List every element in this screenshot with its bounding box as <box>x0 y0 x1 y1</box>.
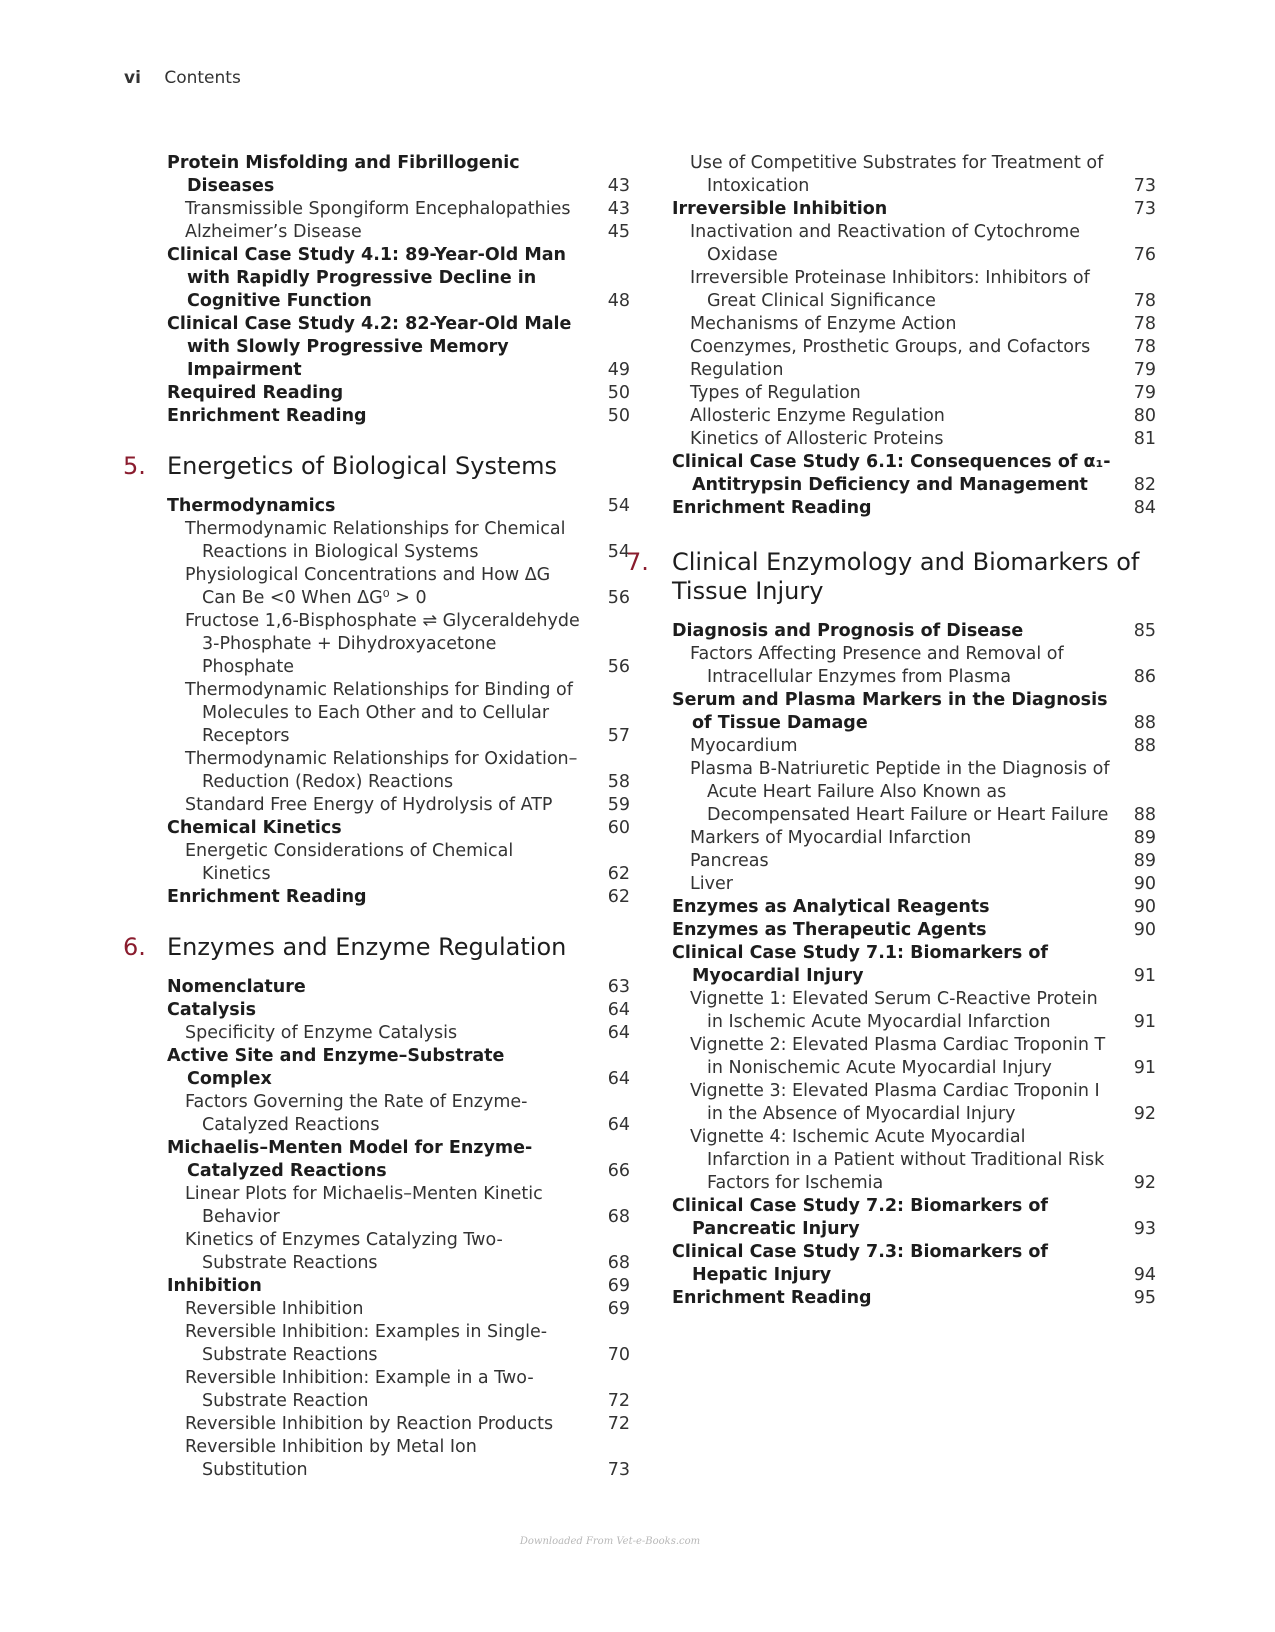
toc-subsection-entry[interactable] <box>690 827 1156 850</box>
entry-page-number: 60 <box>607 818 630 838</box>
entry-title: Clinical Case Study 7.2: Biomarkers of Pancreatic Injury <box>672 1196 1048 1239</box>
toc-subsection-entry[interactable] <box>185 840 630 886</box>
toc-section-entry[interactable] <box>672 919 1156 942</box>
entry-page-number: 89 <box>1133 851 1156 871</box>
entry-page-number: 88 <box>1133 713 1156 733</box>
entry-title: Markers of Myocardial Infarction <box>690 828 972 848</box>
entry-page-number: 90 <box>1133 874 1156 894</box>
entry-page-number: 64 <box>607 1000 630 1020</box>
entry-title: Enrichment Reading <box>672 1288 872 1308</box>
entry-title: Myocardium <box>690 736 798 756</box>
entry-title: Active Site and Enzyme–Substrate Complex <box>167 1046 505 1089</box>
chapter-title: Energetics of Biological Systems <box>167 452 558 480</box>
entry-title: Coenzymes, Prosthetic Groups, and Cofactors <box>690 337 1091 357</box>
toc-section-entry[interactable] <box>672 198 1156 221</box>
chapter-heading <box>118 933 630 962</box>
entry-page-number: 88 <box>1133 736 1156 756</box>
entry-title: Michaelis–Menten Model for Enzyme-Catalyzed Reactions <box>167 1138 533 1181</box>
toc-subsection-entry[interactable] <box>185 221 630 244</box>
entry-title: Thermodynamic Relationships for Oxidation–Reduction (Redox) Reactions <box>185 749 578 792</box>
chapter-number: 7. <box>626 548 649 576</box>
entry-title: Thermodynamic Relationships for Binding of Molecules to Each Other and to Cellular Receptors <box>185 680 573 746</box>
toc-section-entry[interactable] <box>672 896 1156 919</box>
entry-page-number: 81 <box>1133 429 1156 449</box>
toc-section-entry[interactable] <box>167 495 630 518</box>
chapter-number: 5. <box>123 452 146 480</box>
entry-page-number: 63 <box>607 977 630 997</box>
entry-title: Enrichment Reading <box>672 498 872 518</box>
toc-subsection-entry[interactable] <box>185 1436 630 1482</box>
entry-page-number: 64 <box>607 1023 630 1043</box>
toc-subsection-entry[interactable] <box>185 1183 630 1229</box>
entry-page-number: 58 <box>607 772 630 792</box>
entry-title: Fructose 1,6-Bisphosphate ⇌ Glyceraldehyde 3-Phosphate + Dihydroxyacetone Phosphate <box>185 611 580 677</box>
entry-page-number: 64 <box>607 1115 630 1135</box>
entry-page-number: 92 <box>1133 1104 1156 1124</box>
entry-title: Transmissible Spongiform Encephalopathies <box>185 199 571 219</box>
entry-page-number: 50 <box>607 406 630 426</box>
entry-page-number: 73 <box>1133 176 1156 196</box>
entry-title: Inactivation and Reactivation of Cytochrome Oxidase <box>690 222 1080 265</box>
toc-subsection-entry[interactable] <box>185 610 630 679</box>
entry-page-number: 80 <box>1133 406 1156 426</box>
toc-subsection-entry[interactable] <box>690 643 1156 689</box>
entry-title: Chemical Kinetics <box>167 818 342 838</box>
toc-subsection-entry[interactable] <box>690 850 1156 873</box>
entry-title: Inhibition <box>167 1276 262 1296</box>
entry-title: Reversible Inhibition <box>185 1299 364 1319</box>
entry-page-number: 54 <box>607 496 630 516</box>
entry-title: Nomenclature <box>167 977 306 997</box>
toc-section-entry[interactable] <box>167 976 630 999</box>
entry-page-number: 85 <box>1133 621 1156 641</box>
entry-title: Vignette 3: Elevated Plasma Cardiac Troponin I in the Absence of Myocardial Injury <box>690 1081 1100 1124</box>
entry-page-number: 90 <box>1133 897 1156 917</box>
toc-section-entry[interactable] <box>167 886 630 909</box>
entry-page-number: 59 <box>607 795 630 815</box>
toc-subsection-entry[interactable] <box>690 988 1156 1034</box>
chapter-heading <box>118 452 630 481</box>
entry-page-number: 64 <box>607 1069 630 1089</box>
toc-subsection-entry[interactable] <box>185 1229 630 1275</box>
entry-page-number: 48 <box>607 291 630 311</box>
toc-section-entry[interactable] <box>167 1137 630 1183</box>
entry-page-number: 79 <box>1133 383 1156 403</box>
entry-title: Enzymes as Therapeutic Agents <box>672 920 987 940</box>
entry-page-number: 72 <box>607 1391 630 1411</box>
entry-page-number: 89 <box>1133 828 1156 848</box>
entry-title: Clinical Case Study 7.3: Biomarkers of Hepatic Injury <box>672 1242 1048 1285</box>
entry-page-number: 91 <box>1133 966 1156 986</box>
toc-subsection-entry[interactable] <box>690 873 1156 896</box>
entry-page-number: 82 <box>1133 475 1156 495</box>
entry-title: Vignette 1: Elevated Serum C-Reactive Protein in Ischemic Acute Myocardial Infarction <box>690 989 1098 1032</box>
toc-subsection-entry[interactable] <box>185 1298 630 1321</box>
entry-page-number: 45 <box>607 222 630 242</box>
entry-title: Factors Affecting Presence and Removal of Intracellular Enzymes from Plasma <box>690 644 1064 687</box>
toc-subsection-entry[interactable] <box>690 405 1156 428</box>
chapter-title: Enzymes and Enzyme Regulation <box>167 933 567 961</box>
toc-subsection-entry[interactable] <box>185 794 630 817</box>
entry-title: Reversible Inhibition: Example in a Two-Substrate Reaction <box>185 1368 534 1411</box>
toc-section-entry[interactable] <box>672 1241 1156 1287</box>
entry-title: Serum and Plasma Markers in the Diagnosis of Tissue Damage <box>672 690 1108 733</box>
toc-subsection-entry[interactable] <box>185 748 630 794</box>
toc-subsection-entry[interactable] <box>690 221 1156 267</box>
entry-page-number: 93 <box>1133 1219 1156 1239</box>
entry-title: Diagnosis and Prognosis of Disease <box>672 621 1024 641</box>
toc-subsection-entry[interactable] <box>690 1080 1156 1126</box>
toc-section-entry[interactable] <box>167 244 630 313</box>
entry-page-number: 95 <box>1133 1288 1156 1308</box>
entry-page-number: 90 <box>1133 920 1156 940</box>
toc-subsection-entry[interactable] <box>185 1367 630 1413</box>
entry-title: Enzymes as Analytical Reagents <box>672 897 990 917</box>
entry-title: Mechanisms of Enzyme Action <box>690 314 957 334</box>
entry-page-number: 72 <box>607 1414 630 1434</box>
toc-subsection-entry[interactable] <box>690 758 1156 827</box>
entry-page-number: 86 <box>1133 667 1156 687</box>
toc-subsection-entry[interactable] <box>185 198 630 221</box>
toc-subsection-entry[interactable] <box>185 1321 630 1367</box>
running-title: Contents <box>164 68 241 88</box>
toc-subsection-entry[interactable] <box>185 564 630 610</box>
entry-title: Clinical Case Study 4.2: 82-Year-Old Male with Slowly Progressive Memory Impairment <box>167 314 572 380</box>
entry-title: Plasma B-Natriuretic Peptide in the Diagnosis of Acute Heart Failure Also Known as Decompensated Heart Failure or Heart Failure <box>690 759 1110 825</box>
toc-section-entry[interactable] <box>167 1045 630 1091</box>
entry-page-number: 50 <box>607 383 630 403</box>
entry-title: Clinical Case Study 4.1: 89-Year-Old Man with Rapidly Progressive Decline in Cognitive Function <box>167 245 567 311</box>
toc-subsection-entry[interactable] <box>185 518 630 564</box>
entry-title: Pancreas <box>690 851 769 871</box>
entry-page-number: 88 <box>1133 805 1156 825</box>
toc-subsection-entry[interactable] <box>185 1413 630 1436</box>
entry-page-number: 69 <box>607 1299 630 1319</box>
toc-section-entry[interactable] <box>167 382 630 405</box>
entry-page-number: 49 <box>607 360 630 380</box>
toc-subsection-entry[interactable] <box>690 152 1156 198</box>
toc-section-entry[interactable] <box>167 313 630 382</box>
entry-title: Enrichment Reading <box>167 406 367 426</box>
entry-title: Thermodynamic Relationships for Chemical Reactions in Biological Systems <box>185 519 566 562</box>
entry-page-number: 91 <box>1133 1012 1156 1032</box>
entry-page-number: 79 <box>1133 360 1156 380</box>
entry-title: Clinical Case Study 7.1: Biomarkers of Myocardial Injury <box>672 943 1048 986</box>
toc-subsection-entry[interactable] <box>690 1034 1156 1080</box>
toc-section-entry[interactable] <box>672 689 1156 735</box>
entry-title: Protein Misfolding and Fibrillogenic Diseases <box>167 153 520 196</box>
entry-title: Standard Free Energy of Hydrolysis of ATP <box>185 795 553 815</box>
entry-page-number: 68 <box>607 1253 630 1273</box>
chapter-number: 6. <box>123 933 146 961</box>
entry-page-number: 56 <box>607 657 630 677</box>
entry-title: Reversible Inhibition by Reaction Products <box>185 1414 554 1434</box>
toc-section-entry[interactable] <box>167 152 630 198</box>
entry-title: Vignette 2: Elevated Plasma Cardiac Troponin T in Nonischemic Acute Myocardial Injury <box>690 1035 1106 1078</box>
running-head <box>124 68 241 88</box>
contents-left-column <box>118 152 630 1482</box>
entry-title: Reversible Inhibition by Metal Ion Substitution <box>185 1437 477 1480</box>
entry-page-number: 73 <box>607 1460 630 1480</box>
entry-title: Use of Competitive Substrates for Treatment of Intoxication <box>690 153 1104 196</box>
entry-page-number: 68 <box>607 1207 630 1227</box>
entry-page-number: 43 <box>607 176 630 196</box>
toc-subsection-entry[interactable] <box>185 1091 630 1137</box>
toc-subsection-entry[interactable] <box>690 313 1156 336</box>
entry-title: Liver <box>690 874 733 894</box>
toc-subsection-entry[interactable] <box>690 359 1156 382</box>
entry-page-number: 62 <box>607 887 630 907</box>
toc-subsection-entry[interactable] <box>185 1022 630 1045</box>
toc-section-entry[interactable] <box>672 620 1156 643</box>
toc-subsection-entry[interactable] <box>690 735 1156 758</box>
entry-title: Catalysis <box>167 1000 257 1020</box>
toc-subsection-entry[interactable] <box>690 336 1156 359</box>
entry-page-number: 69 <box>607 1276 630 1296</box>
toc-section-entry[interactable] <box>672 1195 1156 1241</box>
entry-page-number: 76 <box>1133 245 1156 265</box>
entry-title: Required Reading <box>167 383 344 403</box>
entry-title: Clinical Case Study 6.1: Consequences of α₁-Antitrypsin Deficiency and Management <box>672 452 1111 495</box>
chapter-heading <box>623 548 1156 606</box>
entry-title: Factors Governing the Rate of Enzyme-Catalyzed Reactions <box>185 1092 528 1135</box>
download-watermark: Downloaded From Vet-e-Books.com <box>519 1536 701 1547</box>
entry-page-number: 66 <box>607 1161 630 1181</box>
entry-page-number: 43 <box>607 199 630 219</box>
entry-page-number: 73 <box>1133 199 1156 219</box>
toc-section-entry[interactable] <box>167 1275 630 1298</box>
entry-title: Linear Plots for Michaelis–Menten Kinetic Behavior <box>185 1184 543 1227</box>
entry-page-number: 56 <box>607 588 630 608</box>
entry-title: Allosteric Enzyme Regulation <box>690 406 945 426</box>
chapter-title: Clinical Enzymology and Biomarkers of Tissue Injury <box>672 548 1140 605</box>
entry-title: Regulation <box>690 360 784 380</box>
entry-title: Kinetics of Allosteric Proteins <box>690 429 944 449</box>
entry-page-number: 78 <box>1133 337 1156 357</box>
toc-subsection-entry[interactable] <box>690 382 1156 405</box>
toc-subsection-entry[interactable] <box>690 1126 1156 1195</box>
toc-section-entry[interactable] <box>167 999 630 1022</box>
entry-title: Energetic Considerations of Chemical Kinetics <box>185 841 514 884</box>
toc-section-entry[interactable] <box>167 817 630 840</box>
entry-page-number: 84 <box>1133 498 1156 518</box>
entry-title: Specificity of Enzyme Catalysis <box>185 1023 458 1043</box>
entry-page-number: 57 <box>607 726 630 746</box>
entry-title: Thermodynamics <box>167 496 336 516</box>
toc-subsection-entry[interactable] <box>185 679 630 748</box>
toc-section-entry[interactable] <box>167 405 630 428</box>
entry-page-number: 70 <box>607 1345 630 1365</box>
entry-page-number: 62 <box>607 864 630 884</box>
page-number: vi <box>124 68 141 88</box>
entry-title: Irreversible Proteinase Inhibitors: Inhibitors of Great Clinical Significance <box>690 268 1090 311</box>
entry-title: Irreversible Inhibition <box>672 199 888 219</box>
entry-page-number: 91 <box>1133 1058 1156 1078</box>
toc-section-entry[interactable] <box>672 942 1156 988</box>
entry-title: Vignette 4: Ischemic Acute Myocardial Infarction in a Patient without Traditional Risk Factors for Ischemia <box>690 1127 1105 1193</box>
toc-section-entry[interactable] <box>672 451 1156 497</box>
entry-page-number: 78 <box>1133 291 1156 311</box>
entry-title: Types of Regulation <box>690 383 861 403</box>
entry-title: Enrichment Reading <box>167 887 367 907</box>
toc-subsection-entry[interactable] <box>690 267 1156 313</box>
contents-right-column <box>623 152 1156 1310</box>
entry-title: Physiological Concentrations and How ΔG Can Be <0 When ΔG⁰ > 0 <box>185 565 551 608</box>
toc-section-entry[interactable] <box>672 497 1156 520</box>
entry-page-number: 78 <box>1133 314 1156 334</box>
entry-page-number: 54 <box>607 542 630 562</box>
toc-subsection-entry[interactable] <box>690 428 1156 451</box>
entry-title: Reversible Inhibition: Examples in Single-Substrate Reactions <box>185 1322 548 1365</box>
entry-page-number: 92 <box>1133 1173 1156 1193</box>
entry-title: Alzheimer’s Disease <box>185 222 362 242</box>
entry-title: Kinetics of Enzymes Catalyzing Two-Substrate Reactions <box>185 1230 503 1273</box>
toc-section-entry[interactable] <box>672 1287 1156 1310</box>
entry-page-number: 94 <box>1133 1265 1156 1285</box>
